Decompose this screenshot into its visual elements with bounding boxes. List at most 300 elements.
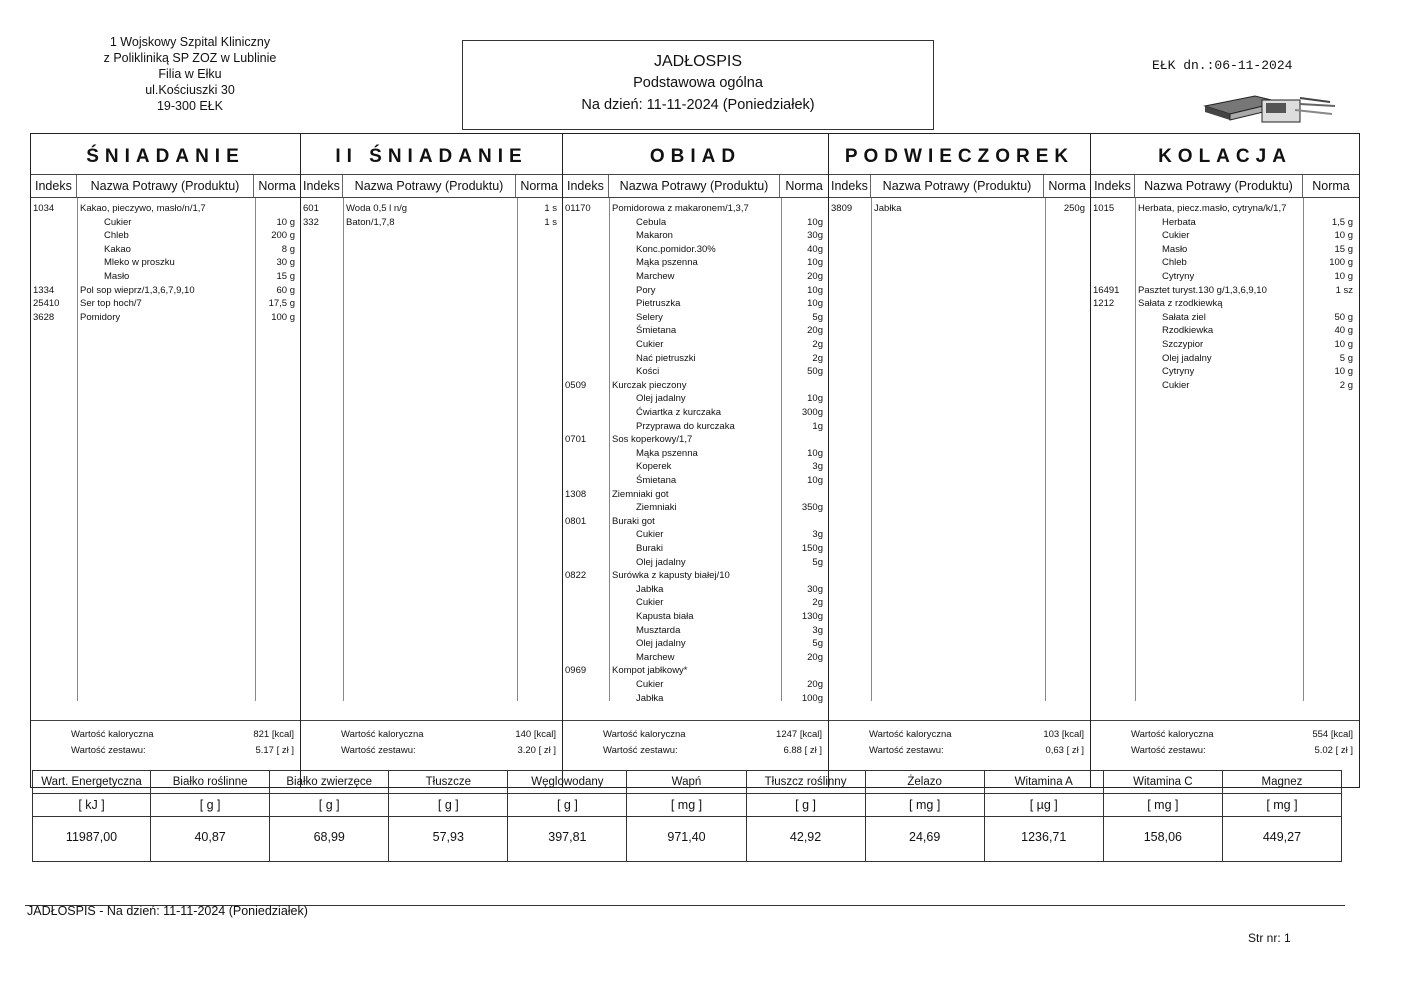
menu-item-row	[563, 501, 828, 515]
item-norm: 20g	[807, 651, 823, 663]
nutrient-value: 42,92	[789, 830, 822, 844]
item-norm: 10 g	[276, 216, 295, 228]
cost-value: 6.88 [ zł ]	[783, 745, 822, 756]
item-index: 3809	[831, 203, 853, 214]
nutrient-name: Magnez	[1223, 771, 1341, 794]
menu-item-row	[563, 433, 828, 447]
item-name: Śmietana	[636, 475, 677, 486]
item-name: Nać pietruszki	[636, 352, 696, 364]
menu-item-row	[563, 583, 828, 597]
menu-item-row	[563, 311, 828, 325]
nutrient-name: Witamina C	[1104, 771, 1222, 794]
item-norm: 10g	[807, 447, 823, 459]
item-norm: 2g	[812, 352, 823, 364]
item-norm: 10g	[807, 298, 823, 310]
meal-title: ŚNIADANIE	[31, 134, 300, 175]
nutrient-column	[1223, 770, 1342, 862]
menu-item-row	[829, 202, 1090, 216]
item-norm: 1g	[812, 420, 823, 432]
item-norm: 300g	[801, 407, 823, 418]
meal-items	[31, 198, 300, 701]
column-header-norm: Norma	[520, 179, 558, 193]
item-name: Masło	[104, 271, 130, 282]
item-index: 25410	[33, 298, 60, 310]
item-name: Cytryny	[1162, 271, 1195, 282]
meal-items	[829, 198, 1090, 701]
meal-column	[1091, 134, 1359, 787]
column-header-name: Nazwa Potrawy (Produktu)	[343, 175, 516, 197]
cost-label: Wartość zestawu:	[1131, 745, 1206, 756]
calorie-value: 140 [kcal]	[515, 729, 556, 740]
calorie-label: Wartość kaloryczna	[603, 729, 686, 740]
menu-item-row	[563, 528, 828, 542]
nutrient-value: 158,06	[1143, 830, 1182, 844]
menu-item-row	[1091, 270, 1359, 284]
item-index: 0969	[565, 665, 587, 677]
menu-item-row	[563, 229, 828, 243]
item-norm: 5g	[812, 556, 823, 568]
cost-value: 5.02 [ zł ]	[1314, 745, 1353, 756]
item-norm: 1 s	[544, 216, 557, 228]
nutrient-column	[1104, 770, 1223, 862]
hospital-line: Filia w Ełku	[158, 67, 222, 81]
item-norm: 3g	[812, 529, 823, 541]
nutrient-name: Żelazo	[866, 771, 984, 794]
column-header-name: Nazwa Potrawy (Produktu)	[1135, 175, 1303, 197]
hospital-line: z Polikliniką SP ZOZ w Lublinie	[103, 51, 277, 65]
item-name: Woda 0,5 l n/g	[346, 203, 408, 214]
nutrient-unit: [ g ]	[747, 794, 865, 817]
item-index: 0701	[565, 434, 587, 446]
item-name: Cukier	[1162, 230, 1190, 242]
nutrient-name: Wapń	[627, 771, 745, 794]
item-norm: 3g	[812, 461, 823, 473]
item-name: Pol sop wieprz/1,3,6,7,9,10	[80, 284, 195, 296]
item-name: Kurczak pieczony	[612, 379, 687, 391]
item-index: 01170	[565, 203, 591, 214]
nutrient-unit: [ mg ]	[866, 794, 984, 817]
column-divider	[1045, 198, 1046, 701]
menu-item-row	[563, 637, 828, 651]
menu-item-row	[563, 202, 828, 216]
menu-item-row	[563, 664, 828, 678]
item-norm: 50g	[807, 366, 823, 378]
item-name: Kakao, pieczywo, masło/n/1,7	[80, 203, 206, 214]
menu-item-row	[563, 270, 828, 284]
computer-desk-icon	[1200, 88, 1340, 128]
item-name: Pory	[636, 284, 656, 296]
column-header-row	[31, 175, 300, 198]
item-index: 1334	[33, 284, 55, 296]
item-index: 1308	[565, 488, 587, 500]
item-norm: 200 g	[271, 230, 295, 242]
item-norm: 5 g	[1339, 352, 1353, 364]
menu-item-row	[563, 556, 828, 570]
menu-item-row	[563, 406, 828, 420]
item-name: Jabłka	[636, 692, 664, 704]
menu-item-row	[1091, 284, 1359, 298]
meal-column	[301, 134, 563, 787]
item-norm: 2g	[812, 597, 823, 609]
calorie-label: Wartość kaloryczna	[869, 729, 952, 740]
nutrient-column	[32, 770, 151, 862]
nutrient-column	[270, 770, 389, 862]
item-norm: 15 g	[1334, 243, 1353, 255]
menu-item-row	[563, 678, 828, 692]
item-name: Mąka pszenna	[636, 447, 698, 459]
menu-item-row	[563, 542, 828, 556]
menu-item-row	[301, 216, 562, 230]
meal-column	[563, 134, 829, 787]
item-norm: 20g	[807, 271, 823, 282]
item-name: Masło	[1162, 243, 1188, 255]
menu-item-row	[563, 488, 828, 502]
title-box	[462, 40, 934, 130]
item-name: Buraki got	[612, 515, 655, 527]
item-name: Chleb	[104, 230, 129, 242]
menu-item-row	[1091, 229, 1359, 243]
calorie-label: Wartość kaloryczna	[1131, 729, 1214, 740]
item-name: Cukier	[636, 679, 664, 690]
nutrient-column	[866, 770, 985, 862]
menu-item-row	[563, 596, 828, 610]
calorie-value: 1247 [kcal]	[776, 729, 822, 740]
item-name: Musztarda	[636, 624, 681, 636]
nutrient-unit: [ mg ]	[627, 794, 745, 817]
item-norm: 10g	[807, 475, 823, 486]
cost-label: Wartość zestawu:	[869, 745, 944, 756]
menu-item-row	[1091, 324, 1359, 338]
item-name: Kości	[636, 366, 660, 378]
meal-title: OBIAD	[563, 134, 828, 175]
item-norm: 350g	[801, 502, 823, 514]
menu-item-row	[563, 515, 828, 529]
menu-item-row	[563, 569, 828, 583]
item-name: Marchew	[636, 651, 675, 663]
item-name: Surówka z kapusty białej/10	[612, 570, 730, 582]
nutrient-name: Tłuszcze	[389, 771, 507, 794]
item-name: Kapusta biała	[636, 611, 694, 622]
hospital-line: ul.Kościuszki 30	[145, 83, 235, 97]
calorie-value: 103 [kcal]	[1043, 729, 1084, 740]
item-name: Marchew	[636, 271, 675, 282]
nutrition-table	[32, 770, 1342, 862]
menu-item-row	[1091, 338, 1359, 352]
cost-value: 0,63 [ zł ]	[1045, 745, 1084, 756]
item-name: Pomidorowa z makaronem/1,3,7	[612, 203, 749, 214]
item-name: Mleko w proszku	[104, 257, 175, 269]
item-norm: 10g	[807, 393, 823, 405]
hospital-address	[70, 34, 310, 114]
item-name: Pietruszka	[636, 298, 681, 310]
menu-date: Na dzień: 11-11-2024 (Poniedziałek)	[581, 97, 815, 113]
item-norm: 10 g	[1334, 366, 1353, 378]
item-index: 1015	[1093, 203, 1115, 214]
menu-item-row	[563, 624, 828, 638]
item-name: Baton/1,7,8	[346, 216, 395, 228]
document-title: JADŁOSPIS	[653, 53, 743, 70]
item-name: Selery	[636, 311, 663, 323]
item-norm: 5g	[812, 638, 823, 650]
item-norm: 60 g	[276, 284, 295, 296]
column-header-index: Indeks	[563, 175, 609, 197]
column-divider	[343, 198, 344, 701]
column-header-name: Nazwa Potrawy (Produktu)	[77, 175, 254, 197]
item-norm: 30 g	[276, 257, 295, 269]
meal-items	[1091, 198, 1359, 701]
calorie-label: Wartość kaloryczna	[341, 729, 424, 740]
item-name: Cukier	[636, 339, 664, 350]
menu-item-row	[563, 216, 828, 230]
menu-item-row	[563, 338, 828, 352]
column-header-norm: Norma	[785, 179, 823, 193]
item-index: 0509	[565, 379, 587, 391]
item-norm: 10g	[807, 216, 823, 228]
item-norm: 40g	[807, 243, 823, 255]
item-index: 601	[303, 203, 319, 214]
item-name: Olej jadalny	[636, 393, 686, 405]
item-name: Herbata, piecz.masło, cytryna/k/1,7	[1138, 203, 1287, 214]
menu-item-row	[563, 352, 828, 366]
item-norm: 20g	[807, 325, 823, 337]
diet-name: Podstawowa ogólna	[633, 75, 763, 91]
nutrient-value: 971,40	[667, 830, 706, 844]
item-index: 0801	[565, 515, 587, 527]
nutrient-unit: [ µg ]	[985, 794, 1103, 817]
item-name: Cukier	[1162, 379, 1190, 391]
nutrient-column	[389, 770, 508, 862]
menu-item-row	[563, 365, 828, 379]
item-name: Olej jadalny	[636, 556, 686, 568]
item-norm: 100 g	[1329, 257, 1353, 269]
item-name: Kakao	[104, 243, 131, 255]
menu-item-row	[563, 692, 828, 706]
item-name: Chleb	[1162, 257, 1187, 269]
column-header-norm: Norma	[1312, 179, 1350, 193]
menu-item-row	[31, 311, 300, 325]
nutrient-unit: [ g ]	[508, 794, 626, 817]
menu-item-row	[563, 256, 828, 270]
item-norm: 15 g	[276, 271, 295, 282]
menu-item-row	[1091, 297, 1359, 311]
nutrient-unit: [ g ]	[270, 794, 388, 817]
menu-item-row	[1091, 379, 1359, 393]
item-name: Cukier	[636, 529, 664, 541]
item-name: Ser top hoch/7	[80, 298, 142, 310]
menu-item-row	[563, 610, 828, 624]
menu-item-row	[31, 229, 300, 243]
item-norm: 20g	[807, 679, 823, 690]
item-index: 0822	[565, 570, 587, 582]
item-norm: 1 sz	[1335, 284, 1353, 296]
nutrient-value: 11987,00	[65, 830, 118, 844]
nutrient-name: Tłuszcz roślinny	[747, 771, 865, 794]
nutrient-name: Białko zwierzęce	[270, 771, 388, 794]
page-number: Str nr: 1	[1248, 931, 1291, 945]
column-header-row	[829, 175, 1090, 198]
column-header-index: Indeks	[301, 175, 343, 197]
item-norm: 10 g	[1334, 230, 1353, 242]
item-norm: 1,5 g	[1331, 216, 1353, 228]
nutrient-name: Witamina A	[985, 771, 1103, 794]
calorie-value: 821 [kcal]	[253, 729, 294, 740]
menu-item-row	[1091, 216, 1359, 230]
column-header-row	[563, 175, 828, 198]
meal-items	[563, 198, 828, 704]
menu-item-row	[31, 297, 300, 311]
item-norm: 100g	[801, 692, 823, 704]
item-name: Śmietana	[636, 325, 677, 337]
item-name: Makaron	[636, 230, 673, 242]
column-header-name: Nazwa Potrawy (Produktu)	[609, 175, 780, 197]
item-norm: 5g	[812, 311, 823, 323]
menu-item-row	[563, 474, 828, 488]
nutrient-value: 1236,71	[1021, 830, 1067, 844]
menu-item-row	[563, 324, 828, 338]
item-norm: 10 g	[1334, 271, 1353, 282]
nutrient-value: 397,81	[548, 830, 587, 844]
calorie-value: 554 [kcal]	[1312, 729, 1353, 740]
item-norm: 17,5 g	[268, 298, 295, 310]
item-name: Pomidory	[80, 311, 121, 323]
menu-item-row	[1091, 202, 1359, 216]
column-header-norm: Norma	[258, 179, 296, 193]
hospital-line: 1 Wojskowy Szpital Kliniczny	[109, 35, 271, 49]
menu-item-row	[31, 256, 300, 270]
column-divider	[517, 198, 518, 701]
item-name: Sałata ziel	[1162, 311, 1206, 323]
item-name: Herbata	[1162, 216, 1196, 228]
menu-item-row	[31, 202, 300, 216]
item-norm: 8 g	[281, 243, 295, 255]
item-index: 1034	[33, 203, 55, 214]
item-name: Sałata z rzodkiewką	[1138, 298, 1223, 310]
hospital-line: 19-300 EŁK	[156, 99, 224, 113]
nutrient-value: 40,87	[194, 830, 226, 844]
nutrient-value: 449,27	[1262, 830, 1302, 844]
menu-item-row	[31, 243, 300, 257]
item-norm: 250g	[1063, 203, 1085, 214]
item-index: 332	[303, 216, 319, 228]
menu-item-row	[1091, 352, 1359, 366]
item-norm: 1 s	[544, 203, 557, 214]
nutrient-unit: [ g ]	[151, 794, 269, 817]
item-name: Kompot jabłkowy*	[612, 665, 688, 677]
nutrient-unit: [ mg ]	[1104, 794, 1222, 817]
item-norm: 40 g	[1334, 325, 1353, 337]
item-name: Konc.pomidor.30%	[636, 243, 716, 255]
menu-item-row	[563, 297, 828, 311]
item-name: Sos koperkowy/1,7	[612, 434, 693, 446]
calorie-label: Wartość kaloryczna	[71, 729, 154, 740]
item-name: Olej jadalny	[636, 638, 686, 650]
menu-item-row	[563, 284, 828, 298]
meal-title: PODWIECZOREK	[829, 134, 1090, 175]
menu-item-row	[1091, 243, 1359, 257]
nutrient-value: 57,93	[432, 830, 464, 844]
item-name: Jabłka	[636, 583, 664, 595]
nutrient-unit: [ kJ ]	[33, 794, 150, 817]
menu-item-row	[1091, 365, 1359, 379]
item-name: Cytryny	[1162, 366, 1195, 378]
column-divider	[871, 198, 872, 701]
nutrient-name: Wart. Energetyczna	[33, 771, 150, 794]
menu-item-row	[31, 284, 300, 298]
nutrient-name: Białko roślinne	[151, 771, 269, 794]
nutrient-column	[627, 770, 746, 862]
item-norm: 100 g	[271, 311, 295, 323]
menu-item-row	[1091, 311, 1359, 325]
menu-item-row	[563, 379, 828, 393]
cost-label: Wartość zestawu:	[341, 745, 416, 756]
item-name: Jabłka	[874, 203, 902, 214]
nutrient-column	[747, 770, 866, 862]
cost-value: 3.20 [ zł ]	[517, 745, 556, 756]
item-norm: 30g	[807, 583, 823, 595]
nutrient-column	[151, 770, 270, 862]
column-header-index: Indeks	[829, 175, 871, 197]
item-name: Pasztet turyst.130 g/1,3,6,9,10	[1138, 284, 1267, 296]
menu-item-row	[563, 460, 828, 474]
nutrient-value: 68,99	[313, 830, 345, 844]
item-norm: 3g	[812, 624, 823, 636]
item-index: 1212	[1093, 298, 1115, 310]
item-norm: 150g	[801, 543, 823, 554]
item-name: Buraki	[636, 543, 663, 554]
column-header-index: Indeks	[31, 175, 77, 197]
column-header-row	[301, 175, 562, 198]
nutrient-unit: [ mg ]	[1223, 794, 1341, 817]
meal-title: II ŚNIADANIE	[301, 134, 562, 175]
nutrient-value: 24,69	[909, 830, 941, 844]
nutrient-name: Węglowodany	[508, 771, 626, 794]
item-name: Cukier	[104, 216, 132, 228]
item-norm: 10g	[807, 284, 823, 296]
menu-item-row	[301, 202, 562, 216]
item-name: Szczypior	[1162, 339, 1204, 350]
menu-item-row	[563, 243, 828, 257]
item-name: Cebula	[636, 216, 667, 228]
cost-label: Wartość zestawu:	[603, 745, 678, 756]
item-name: Przyprawa do kurczaka	[636, 420, 735, 432]
item-name: Rzodkiewka	[1162, 325, 1214, 337]
nutrient-unit: [ g ]	[389, 794, 507, 817]
meal-title: KOLACJA	[1091, 134, 1359, 175]
menu-item-row	[31, 270, 300, 284]
column-header-name: Nazwa Potrawy (Produktu)	[871, 175, 1044, 197]
menu-item-row	[563, 420, 828, 434]
item-name: Olej jadalny	[1162, 352, 1212, 364]
item-name: Ziemniaki	[636, 502, 677, 514]
nutrient-column	[508, 770, 627, 862]
item-name: Ćwiartka z kurczaka	[636, 407, 721, 418]
item-name: Mąka pszenna	[636, 257, 698, 269]
item-norm: 30g	[807, 230, 823, 242]
item-norm: 10g	[807, 257, 823, 269]
nutrient-column	[985, 770, 1104, 862]
meal-column	[31, 134, 301, 787]
menu-table	[30, 133, 1360, 788]
cost-label: Wartość zestawu:	[71, 745, 146, 756]
cost-value: 5.17 [ zł ]	[255, 745, 294, 756]
item-index: 3628	[33, 311, 55, 323]
item-norm: 50 g	[1334, 311, 1353, 323]
column-header-norm: Norma	[1048, 179, 1086, 193]
menu-item-row	[563, 447, 828, 461]
menu-item-row	[1091, 256, 1359, 270]
column-header-row	[1091, 175, 1359, 198]
item-name: Cukier	[636, 597, 664, 609]
